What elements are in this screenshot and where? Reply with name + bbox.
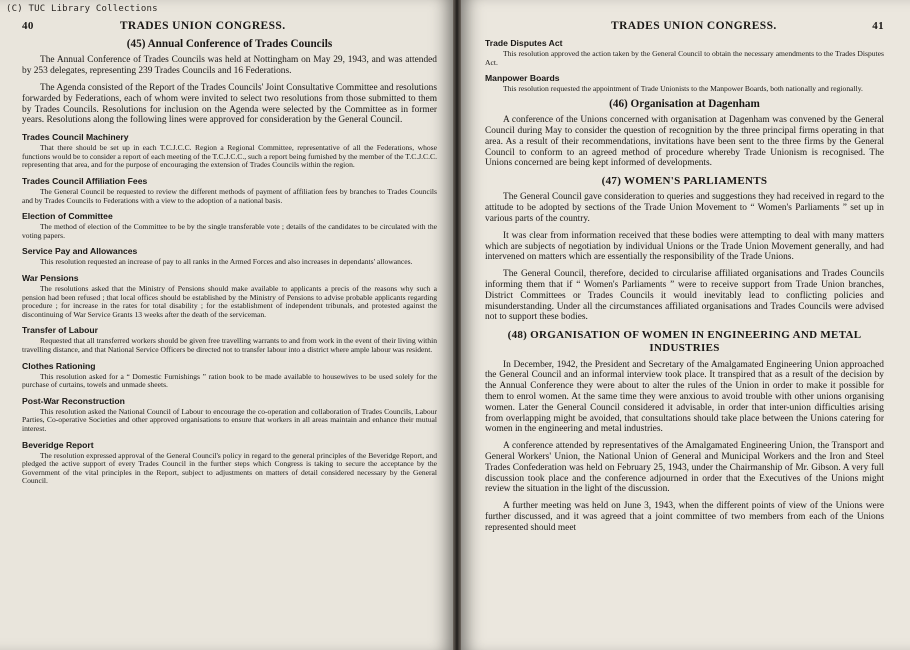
right-page-number: 41 xyxy=(872,20,884,32)
resolution-text: This resolution asked the National Council of Labour to encourage the co-operation and collaboration of Trades Councils, Labour Parties, Co-operative Societies and other approved organisations to ensure that workers in all areas maintain and enhance their mutual interest. xyxy=(22,406,437,433)
paragraph: The General Council, therefore, decided to circularise affiliated organisations and Trades Councils informing them that if “ Women's Parliaments ” were to receive support from Trade Union branches, District Committees or Trades Councils it would inevitably lead to conflicting policies and misunderstanding. Under all the circumstances affiliated organisations and Trades Councils were advised not to support these bodies. xyxy=(485,269,884,323)
book-gutter xyxy=(453,0,461,650)
resolution-text: The resolutions asked that the Ministry of Pensions should make available to applicants a precis of the reasons why such a pension had been refused ; that local offices should be established by the Ministry of Pensions to advise probable applicants regarding procedure ; for increase in the rates for total disability ; for the establishment of independent tribunals, and protested against the discontinuing of War Service Grants 13 weeks after the death of the serviceman. xyxy=(22,283,437,319)
copyright-notice: (C) TUC Library Collections xyxy=(6,4,158,14)
paragraph: The Annual Conference of Trades Councils was held at Nottingham on May 29, 1943, and was attended by 253 delegates, representing 239 Trades Councils and 16 Federations. xyxy=(22,55,437,77)
resolution-text: This resolution approved the action taken by the General Council to obtain the necessary amendments to the Trades Disputes Act. xyxy=(485,49,884,67)
resolution-heading: Manpower Boards xyxy=(485,73,560,84)
paragraph: A conference attended by representatives of the Amalgamated Engineering Union, the Transport and General Workers' Union, the National Union of General and Municipal Workers and the Iron and Steel Trades Confederation was held on February 25, 1943, under the Chairmanship of Mr. Gibson. A very full discussion took place and the conference adjourned in order that the Executives of the Unions might review the situation in the light of the discussion. xyxy=(485,441,884,495)
paragraph: In December, 1942, the President and Secretary of the Amalgamated Engineering Union approached the General Council and an informal interview took place. It transpired that as a result of the decision by the Annual Conference they were about to alter the rules of the Union in order to make it possible for them to enrol women. At the same time they were anxious to avoid trouble with other unions organising women. Later the General Council considered it advisable, in order that inter-union difficulties arising from overlapping might be avoided, that consultations should take place between the Unions catering for women in the engineering and metal industries. xyxy=(485,359,884,435)
left-page-number: 40 xyxy=(22,20,34,32)
paragraph: A further meeting was held on June 3, 1943, when the different points of view of the Unions were further discussed, and it was agreed that a joint committee of two members from each of the Unions represented should meet xyxy=(485,501,884,533)
left-running-title: TRADES UNION CONGRESS. xyxy=(119,20,286,32)
resolution-heading: Service Pay and Allowances xyxy=(22,246,138,257)
resolution-text: That there should be set up in each T.C.J.C.C. Region a Regional Committee, representative of all the Federations, whose functions would be to consider a report of each meeting of the T.C.J.C.C., such a report being furnished by the member of the T.C.J.C.C. representing that area, and for the purpose of encouraging the extension of Trades Councils within the region. xyxy=(22,143,437,170)
resolution-text: The method of election of the Committee to be by the single transferable vote ; details of the candidates to be circulated with the voting papers. xyxy=(22,222,437,240)
resolution-heading: Trade Disputes Act xyxy=(485,38,563,48)
resolution-heading: Post-War Reconstruction xyxy=(22,395,125,406)
resolution-heading: Election of Committee xyxy=(22,211,113,222)
resolution-heading: Clothes Rationing xyxy=(22,360,96,371)
resolution-text: The General Council be requested to review the different methods of payment of affiliation fees by branches to Trades Councils and by Trades Councils to Federations with a view to the adoption of a national basis. xyxy=(22,187,437,205)
resolution-text: Requested that all transferred workers should be given free travelling warrants to and from work in the event of their living within travelling distance, and that National Service Officers be directed not to transfer labour into a district where ample labour was resident. xyxy=(22,336,437,354)
resolution-heading: Transfer of Labour xyxy=(22,325,98,336)
left-page xyxy=(0,0,453,650)
resolution-heading: War Pensions xyxy=(22,272,79,283)
paragraph: It was clear from information received that these bodies were attempting to deal with many matters which are subjects of negotiation by individual Unions or the Trade Union Movement generally, and had intervened on matters which are essentially the responsibility of the Trade Unions. xyxy=(485,230,884,263)
section-45-heading: (45) Annual Conference of Trades Councils xyxy=(126,38,333,50)
resolution-text: This resolution requested an increase of pay to all ranks in the Armed Forces and also increases in dependants' allowances. xyxy=(40,257,413,267)
resolution-text: This resolution asked for a “ Domestic Furnishings ” ration book to be made available to housewives to be used solely for the purchase of curtains, towels and unmade sheets. xyxy=(22,371,437,390)
left-running-header xyxy=(22,20,437,32)
resolution-heading: Trades Council Affiliation Fees xyxy=(22,176,148,186)
resolution-heading: Beveridge Report xyxy=(22,439,94,450)
right-running-title: TRADES UNION CONGRESS. xyxy=(611,20,777,32)
right-running-header xyxy=(485,20,884,32)
section-46-heading: (46) Organisation at Dagenham xyxy=(609,97,760,110)
paragraph: The General Council gave consideration to queries and suggestions they had received in regard to the attitude to be adopted by sections of the Trade Union Movement to “ Women's Parliaments ” set up in various parts of the country. xyxy=(485,192,884,224)
section-47-heading: (47) WOMEN'S PARLIAMENTS xyxy=(601,175,768,188)
resolution-text: The resolution expressed approval of the General Council's policy in regard to the general principles of the Beveridge Report, and pledged the active support of every Trades Council in the further steps which Congress is taking to secure the acceptance by the Government of the vital principles in the Report, subject to adjustments on matters of detail considered necessary by the General Council. xyxy=(22,450,437,486)
paragraph: The Agenda consisted of the Report of the Trades Councils' Joint Consultative Committee and resolutions forwarded by Federations, each of whom were invited to select two resolutions from those submitted to them by Trades Councils. Resolutions for inclusion on the Agenda were selected by the Committee as in former years. Resolutions along the following lines were approved for consideration by the General Council. xyxy=(22,83,437,126)
section-48-heading: (48) ORGANISATION OF WOMEN IN ENGINEERING AND METAL INDUSTRIES xyxy=(507,329,862,355)
paragraph: A conference of the Unions concerned with organisation at Dagenham was convened by the General Council during May to consider the question of recognition by the three principal firms operating in that area. As a result of their recommendations, invitations have been sent to the three firms by the General Council to conform to an agreed method of procedure whereby Trade Unionism is recognised. The Unions concerned are being kept informed of developments. xyxy=(485,115,884,169)
resolution-text: This resolution requested the appointment of Trade Unionists to the Manpower Boards, both nationally and regionally. xyxy=(503,84,863,94)
right-page xyxy=(461,0,910,650)
resolution-heading: Trades Council Machinery xyxy=(22,132,129,143)
